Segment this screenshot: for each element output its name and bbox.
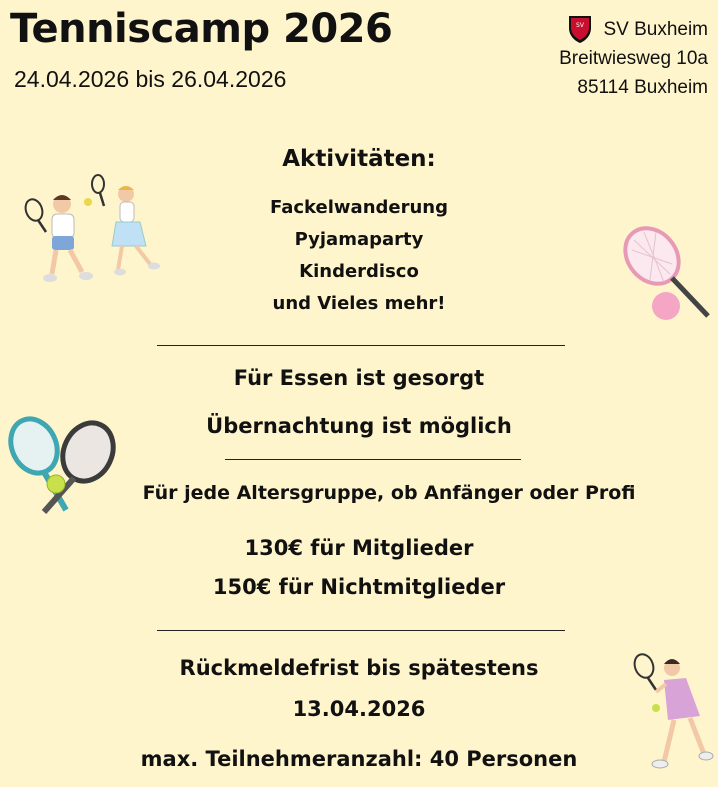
price-members: 130€ für Mitglieder: [244, 536, 474, 560]
club-name: SV Buxheim: [603, 18, 708, 40]
age-group-info: Für jede Altersgruppe, ob Anfänger oder Profi: [142, 482, 636, 504]
club-street: Breitwiesweg 10a: [559, 48, 708, 69]
page-title: Tenniscamp 2026: [10, 6, 393, 52]
club-logo-icon: [567, 14, 593, 44]
list-item: Kinderdisco: [299, 261, 419, 282]
max-participants: max. Teilnehmeranzahl: 40 Personen: [140, 747, 578, 771]
club-address: [559, 14, 708, 102]
overnight-info: Übernachtung ist möglich: [206, 414, 512, 438]
list-item: und Vieles mehr!: [272, 293, 446, 314]
deadline-label: Rückmeldefrist bis spätestens: [179, 656, 539, 680]
activities-list: [0, 192, 718, 320]
club-city: 85114 Buxheim: [577, 77, 708, 98]
price-non-members: 150€ für Nichtmitglieder: [212, 575, 506, 599]
svg-text:SV: SV: [576, 22, 585, 29]
divider: [225, 459, 521, 460]
food-info: Für Essen ist gesorgt: [233, 366, 485, 390]
event-dates: 24.04.2026 bis 26.04.2026: [14, 66, 287, 92]
divider: [157, 345, 565, 346]
activities-heading: Aktivitäten:: [282, 146, 436, 172]
divider: [157, 630, 565, 631]
deadline-date: 13.04.2026: [292, 697, 426, 721]
list-item: Pyjamaparty: [294, 229, 424, 250]
list-item: Fackelwanderung: [270, 197, 448, 218]
